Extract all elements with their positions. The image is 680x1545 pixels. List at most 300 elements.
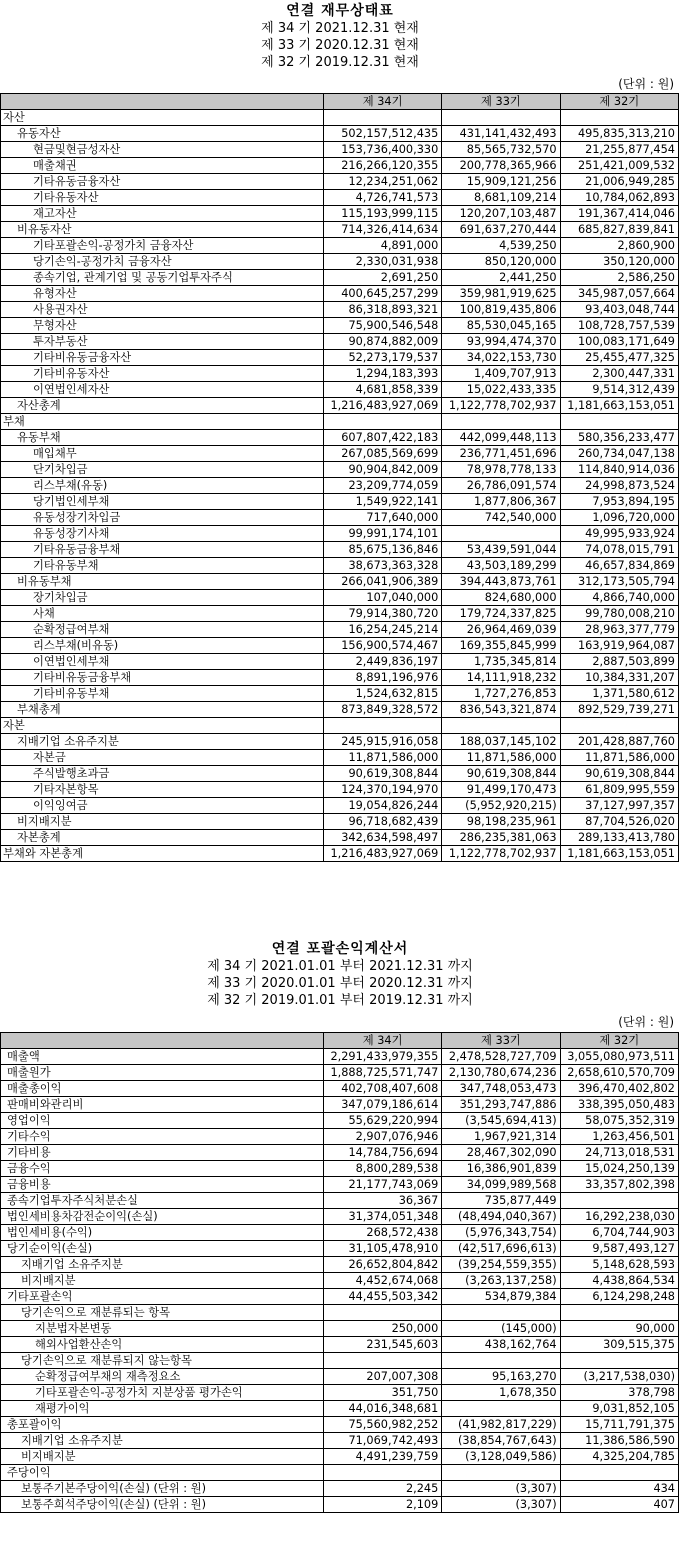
value-period-33: 188,037,145,102	[442, 734, 560, 750]
account-label: 금융비용	[1, 1177, 324, 1193]
value-period-32: 3,055,080,973,511	[560, 1049, 678, 1065]
income-header-row	[1, 1033, 679, 1049]
value-period-32: 93,403,048,744	[560, 302, 678, 318]
value-period-32: 1,263,456,501	[560, 1129, 678, 1145]
table-row	[1, 686, 679, 702]
value-period-34: 52,273,179,537	[323, 350, 441, 366]
value-period-33: (38,854,767,643)	[442, 1433, 560, 1449]
header-period-33: 제 33기	[442, 94, 560, 110]
table-row	[1, 734, 679, 750]
value-period-32: 378,798	[560, 1385, 678, 1401]
account-label: 기타비유동부채	[1, 686, 324, 702]
value-period-32: 434	[560, 1481, 678, 1497]
value-period-33: 742,540,000	[442, 510, 560, 526]
value-period-33	[442, 718, 560, 734]
value-period-32	[560, 1193, 678, 1209]
value-period-33: 1,122,778,702,937	[442, 846, 560, 862]
table-row	[1, 670, 679, 686]
income-period-34: 제 34 기 2021.01.01 부터 2021.12.31 까지	[207, 959, 473, 974]
table-row	[1, 1145, 679, 1161]
value-period-32: 33,357,802,398	[560, 1177, 678, 1193]
account-label: 기타포괄손익-공정가치 지분상품 평가손익	[1, 1385, 324, 1401]
value-period-33: 1,967,921,314	[442, 1129, 560, 1145]
table-row	[1, 318, 679, 334]
table-row	[1, 254, 679, 270]
value-period-34: 1,294,183,393	[323, 366, 441, 382]
account-label: 해외사업환산손익	[1, 1337, 324, 1353]
value-period-32: 37,127,997,357	[560, 798, 678, 814]
value-period-33: 1,122,778,702,937	[442, 398, 560, 414]
value-period-34: 14,784,756,694	[323, 1145, 441, 1161]
value-period-32: 61,809,995,559	[560, 782, 678, 798]
account-label: 지배기업 소유주지분	[1, 734, 324, 750]
value-period-32: 345,987,057,664	[560, 286, 678, 302]
account-label: 총포괄이익	[1, 1417, 324, 1433]
value-period-33: 534,879,384	[442, 1289, 560, 1305]
table-row	[1, 302, 679, 318]
value-period-32: 289,133,413,780	[560, 830, 678, 846]
value-period-33: 90,619,308,844	[442, 766, 560, 782]
value-period-34: 2,109	[323, 1497, 441, 1513]
value-period-34: 4,681,858,339	[323, 382, 441, 398]
balance-sheet-table	[0, 93, 679, 862]
table-row	[1, 638, 679, 654]
value-period-32: 25,455,477,325	[560, 350, 678, 366]
value-period-34: 1,524,632,815	[323, 686, 441, 702]
table-row	[1, 1225, 679, 1241]
value-period-34: 107,040,000	[323, 590, 441, 606]
account-label: 비유동자산	[1, 222, 324, 238]
account-label: 법인세비용(수익)	[1, 1225, 324, 1241]
value-period-34: 1,216,483,927,069	[323, 846, 441, 862]
table-row	[1, 1097, 679, 1113]
value-period-32: 685,827,839,841	[560, 222, 678, 238]
value-period-32: 90,619,308,844	[560, 766, 678, 782]
value-period-32: 90,000	[560, 1321, 678, 1337]
header-period-34: 제 34기	[323, 94, 441, 110]
value-period-33: (3,307)	[442, 1497, 560, 1513]
value-period-34: 216,266,120,355	[323, 158, 441, 174]
header-account	[1, 94, 324, 110]
account-label: 당기손익-공정가치 금융자산	[1, 254, 324, 270]
value-period-34: 4,891,000	[323, 238, 441, 254]
value-period-34: 347,079,186,614	[323, 1097, 441, 1113]
table-row	[1, 286, 679, 302]
table-row	[1, 830, 679, 846]
value-period-32: 6,124,298,248	[560, 1289, 678, 1305]
table-row	[1, 558, 679, 574]
value-period-32: 7,953,894,195	[560, 494, 678, 510]
value-period-32: 4,325,204,785	[560, 1449, 678, 1465]
balance-unit-label: (단위 : 원)	[618, 77, 674, 91]
value-period-32: 580,356,233,477	[560, 430, 678, 446]
value-period-34: 1,216,483,927,069	[323, 398, 441, 414]
value-period-32: 2,860,900	[560, 238, 678, 254]
table-row	[1, 1321, 679, 1337]
income-period-32: 제 32 기 2019.01.01 부터 2019.12.31 까지	[207, 993, 473, 1008]
value-period-34: 86,318,893,321	[323, 302, 441, 318]
account-label: 재고자산	[1, 206, 324, 222]
value-period-32	[560, 1305, 678, 1321]
value-period-34	[323, 1305, 441, 1321]
value-period-34: 268,572,438	[323, 1225, 441, 1241]
account-label: 당기순이익(손실)	[1, 1241, 324, 1257]
table-row	[1, 798, 679, 814]
value-period-33: 26,786,091,574	[442, 478, 560, 494]
header-period-32: 제 32기	[560, 1033, 678, 1049]
account-label: 금융수익	[1, 1161, 324, 1177]
value-period-33: 2,478,528,727,709	[442, 1049, 560, 1065]
value-period-33: (41,982,817,229)	[442, 1417, 560, 1433]
table-row	[1, 1369, 679, 1385]
table-row	[1, 1049, 679, 1065]
value-period-34: 26,652,804,842	[323, 1257, 441, 1273]
value-period-34: 2,691,250	[323, 270, 441, 286]
table-row	[1, 510, 679, 526]
value-period-34	[323, 110, 441, 126]
header-period-32: 제 32기	[560, 94, 678, 110]
table-row	[1, 494, 679, 510]
value-period-34: 12,234,251,062	[323, 174, 441, 190]
value-period-33: (39,254,559,355)	[442, 1257, 560, 1273]
table-row	[1, 1305, 679, 1321]
value-period-34: 75,560,982,252	[323, 1417, 441, 1433]
value-period-33: 691,637,270,444	[442, 222, 560, 238]
value-period-34: 2,291,433,979,355	[323, 1049, 441, 1065]
value-period-34: 2,330,031,938	[323, 254, 441, 270]
value-period-34: 1,888,725,571,747	[323, 1065, 441, 1081]
value-period-34: 231,545,603	[323, 1337, 441, 1353]
table-row	[1, 1081, 679, 1097]
value-period-33: 1,877,806,367	[442, 494, 560, 510]
account-label: 비유동부채	[1, 574, 324, 590]
table-row	[1, 1257, 679, 1273]
table-row	[1, 1177, 679, 1193]
account-label: 투자부동산	[1, 334, 324, 350]
value-period-32: 6,704,744,903	[560, 1225, 678, 1241]
value-period-34: 90,904,842,009	[323, 462, 441, 478]
value-period-32: 5,148,628,593	[560, 1257, 678, 1273]
account-label: 이연법인세부채	[1, 654, 324, 670]
value-period-33: 93,994,474,370	[442, 334, 560, 350]
table-row	[1, 1465, 679, 1481]
table-row	[1, 1401, 679, 1417]
value-period-32: 407	[560, 1497, 678, 1513]
value-period-32: 350,120,000	[560, 254, 678, 270]
table-row	[1, 1385, 679, 1401]
account-label: 부채와 자본총계	[1, 846, 324, 862]
value-period-32: 201,428,887,760	[560, 734, 678, 750]
account-label: 지분법자본변동	[1, 1321, 324, 1337]
value-period-33	[442, 1465, 560, 1481]
account-label: 단기차입금	[1, 462, 324, 478]
account-label: 순확정급여부채의 재측정요소	[1, 1369, 324, 1385]
account-label: 사채	[1, 606, 324, 622]
value-period-33: 53,439,591,044	[442, 542, 560, 558]
value-period-32: 49,995,933,924	[560, 526, 678, 542]
value-period-33: 78,978,778,133	[442, 462, 560, 478]
account-label: 종속기업투자주식처분손실	[1, 1193, 324, 1209]
table-row	[1, 1161, 679, 1177]
account-label: 부채총계	[1, 702, 324, 718]
account-label: 기타비유동금융부채	[1, 670, 324, 686]
value-period-33	[442, 526, 560, 542]
value-period-34: 4,726,741,573	[323, 190, 441, 206]
income-period-33: 제 33 기 2020.01.01 부터 2020.12.31 까지	[207, 976, 473, 991]
value-period-32: 28,963,377,779	[560, 622, 678, 638]
value-period-32: 15,711,791,375	[560, 1417, 678, 1433]
value-period-34: 400,645,257,299	[323, 286, 441, 302]
account-label: 무형자산	[1, 318, 324, 334]
value-period-34: 36,367	[323, 1193, 441, 1209]
table-row	[1, 542, 679, 558]
table-row	[1, 158, 679, 174]
value-period-32: 74,078,015,791	[560, 542, 678, 558]
value-period-33: 95,163,270	[442, 1369, 560, 1385]
value-period-32: 338,395,050,483	[560, 1097, 678, 1113]
table-row	[1, 814, 679, 830]
table-row	[1, 1065, 679, 1081]
value-period-34: 245,915,916,058	[323, 734, 441, 750]
header-account	[1, 1033, 324, 1049]
value-period-33: 1,727,276,853	[442, 686, 560, 702]
table-row	[1, 222, 679, 238]
value-period-34: 156,900,574,467	[323, 638, 441, 654]
value-period-32: 15,024,250,139	[560, 1161, 678, 1177]
table-row	[1, 1497, 679, 1513]
value-period-33	[442, 1401, 560, 1417]
value-period-33: 1,678,350	[442, 1385, 560, 1401]
value-period-32: 396,470,402,802	[560, 1081, 678, 1097]
value-period-32: 163,919,964,087	[560, 638, 678, 654]
value-period-32: 87,704,526,020	[560, 814, 678, 830]
account-label: 리스부채(유동)	[1, 478, 324, 494]
value-period-32: 114,840,914,036	[560, 462, 678, 478]
value-period-33: (48,494,040,367)	[442, 1209, 560, 1225]
table-row	[1, 766, 679, 782]
value-period-33: (145,000)	[442, 1321, 560, 1337]
account-label: 매출총이익	[1, 1081, 324, 1097]
account-label: 유동성장기사채	[1, 526, 324, 542]
value-period-34: 23,209,774,059	[323, 478, 441, 494]
value-period-33: 836,543,321,874	[442, 702, 560, 718]
table-row	[1, 1193, 679, 1209]
account-label: 기타포괄손익	[1, 1289, 324, 1305]
account-label: 매출액	[1, 1049, 324, 1065]
value-period-34: 85,675,136,846	[323, 542, 441, 558]
account-label: 기타유동자산	[1, 190, 324, 206]
value-period-32: 312,173,505,794	[560, 574, 678, 590]
balance-header-row	[1, 94, 679, 110]
value-period-33: 8,681,109,214	[442, 190, 560, 206]
value-period-33: 431,141,432,493	[442, 126, 560, 142]
account-label: 자본	[1, 718, 324, 734]
table-row	[1, 702, 679, 718]
value-period-34: 31,374,051,348	[323, 1209, 441, 1225]
income-unit-label: (단위 : 원)	[618, 1015, 674, 1029]
value-period-32: 2,887,503,899	[560, 654, 678, 670]
value-period-33: 169,355,845,999	[442, 638, 560, 654]
account-label: 당기손익으로 재분류되는 항목	[1, 1305, 324, 1321]
balance-period-32: 제 32 기 2019.12.31 현재	[261, 55, 419, 70]
value-period-34: 124,370,194,970	[323, 782, 441, 798]
value-period-33: 286,235,381,063	[442, 830, 560, 846]
value-period-32: 892,529,739,271	[560, 702, 678, 718]
value-period-33: 179,724,337,825	[442, 606, 560, 622]
account-label: 주식발행초과금	[1, 766, 324, 782]
value-period-34: 4,491,239,759	[323, 1449, 441, 1465]
value-period-34: 8,800,289,538	[323, 1161, 441, 1177]
table-row	[1, 1273, 679, 1289]
account-label: 종속기업, 관계기업 및 공동기업투자주식	[1, 270, 324, 286]
account-label: 기타자본항목	[1, 782, 324, 798]
account-label: 비지배지분	[1, 1449, 324, 1465]
value-period-32: 21,255,877,454	[560, 142, 678, 158]
value-period-33: 85,530,045,165	[442, 318, 560, 334]
account-label: 현금및현금성자산	[1, 142, 324, 158]
value-period-34: 2,907,076,946	[323, 1129, 441, 1145]
table-row	[1, 1241, 679, 1257]
value-period-32: 24,713,018,531	[560, 1145, 678, 1161]
table-row	[1, 622, 679, 638]
value-period-32: 309,515,375	[560, 1337, 678, 1353]
income-statement-title-block	[0, 940, 680, 1009]
account-label: 장기차입금	[1, 590, 324, 606]
value-period-33: (3,128,049,586)	[442, 1449, 560, 1465]
table-row	[1, 1417, 679, 1433]
account-label: 보통주기본주당이익(손실) (단위 : 원)	[1, 1481, 324, 1497]
value-period-34: 96,718,682,439	[323, 814, 441, 830]
table-row	[1, 414, 679, 430]
value-period-33: (3,307)	[442, 1481, 560, 1497]
account-label: 매출원가	[1, 1065, 324, 1081]
value-period-33: 200,778,365,966	[442, 158, 560, 174]
value-period-33	[442, 110, 560, 126]
value-period-32: (3,217,538,030)	[560, 1369, 678, 1385]
table-row	[1, 334, 679, 350]
value-period-33: 359,981,919,625	[442, 286, 560, 302]
value-period-32	[560, 718, 678, 734]
value-period-34	[323, 718, 441, 734]
table-row	[1, 126, 679, 142]
value-period-33: 735,877,449	[442, 1193, 560, 1209]
account-label: 유동성장기차입금	[1, 510, 324, 526]
value-period-34: 250,000	[323, 1321, 441, 1337]
table-row	[1, 718, 679, 734]
value-period-34: 19,054,826,244	[323, 798, 441, 814]
table-row	[1, 350, 679, 366]
value-period-34: 90,619,308,844	[323, 766, 441, 782]
account-label: 유동자산	[1, 126, 324, 142]
value-period-34: 44,455,503,342	[323, 1289, 441, 1305]
value-period-34: 1,549,922,141	[323, 494, 441, 510]
table-row	[1, 750, 679, 766]
account-label: 매입채무	[1, 446, 324, 462]
value-period-33: 15,022,433,335	[442, 382, 560, 398]
account-label: 자본금	[1, 750, 324, 766]
value-period-32: 9,514,312,439	[560, 382, 678, 398]
value-period-34: 21,177,743,069	[323, 1177, 441, 1193]
value-period-33: (3,545,694,413)	[442, 1113, 560, 1129]
account-label: 부채	[1, 414, 324, 430]
account-label: 유동부채	[1, 430, 324, 446]
value-period-32	[560, 414, 678, 430]
balance-sheet-title: 연결 재무상태표	[286, 3, 394, 19]
value-period-32: 251,421,009,532	[560, 158, 678, 174]
value-period-34: 717,640,000	[323, 510, 441, 526]
value-period-33: 1,735,345,814	[442, 654, 560, 670]
account-label: 재평가이익	[1, 1401, 324, 1417]
table-row	[1, 382, 679, 398]
table-row	[1, 1209, 679, 1225]
table-row	[1, 142, 679, 158]
value-period-32: 1,181,663,153,051	[560, 846, 678, 862]
account-label: 기타포괄손익-공정가치 금융자산	[1, 238, 324, 254]
table-row	[1, 446, 679, 462]
value-period-33: 98,198,235,961	[442, 814, 560, 830]
value-period-33: (42,517,696,613)	[442, 1241, 560, 1257]
value-period-33: 91,499,170,473	[442, 782, 560, 798]
value-period-32: 1,096,720,000	[560, 510, 678, 526]
account-label: 지배기업 소유주지분	[1, 1433, 324, 1449]
value-period-34: 44,016,348,681	[323, 1401, 441, 1417]
value-period-32	[560, 110, 678, 126]
account-label: 유형자산	[1, 286, 324, 302]
balance-period-33: 제 33 기 2020.12.31 현재	[261, 38, 419, 53]
account-label: 영업이익	[1, 1113, 324, 1129]
value-period-34: 38,673,363,328	[323, 558, 441, 574]
account-label: 기타비유동자산	[1, 366, 324, 382]
value-period-33: 14,111,918,232	[442, 670, 560, 686]
value-period-32: 4,866,740,000	[560, 590, 678, 606]
table-row	[1, 478, 679, 494]
value-period-33: 43,503,189,299	[442, 558, 560, 574]
balance-period-34: 제 34 기 2021.12.31 현재	[261, 21, 419, 36]
value-period-34: 351,750	[323, 1385, 441, 1401]
value-period-32: 108,728,757,539	[560, 318, 678, 334]
value-period-34: 75,900,546,548	[323, 318, 441, 334]
account-label: 이익잉여금	[1, 798, 324, 814]
value-period-33: 347,748,053,473	[442, 1081, 560, 1097]
account-label: 당기법인세부채	[1, 494, 324, 510]
value-period-34: 16,254,245,214	[323, 622, 441, 638]
value-period-34: 8,891,196,976	[323, 670, 441, 686]
value-period-33: 26,964,469,039	[442, 622, 560, 638]
value-period-34: 873,849,328,572	[323, 702, 441, 718]
value-period-34: 4,452,674,068	[323, 1273, 441, 1289]
account-label: 비지배지분	[1, 1273, 324, 1289]
value-period-33: (3,263,137,258)	[442, 1273, 560, 1289]
value-period-32: 260,734,047,138	[560, 446, 678, 462]
value-period-32: 9,587,493,127	[560, 1241, 678, 1257]
value-period-32: 495,835,313,210	[560, 126, 678, 142]
value-period-32	[560, 1465, 678, 1481]
table-row	[1, 782, 679, 798]
value-period-32: 10,384,331,207	[560, 670, 678, 686]
value-period-33: 394,443,873,761	[442, 574, 560, 590]
account-label: 기타유동금융자산	[1, 174, 324, 190]
value-period-33: 28,467,302,090	[442, 1145, 560, 1161]
account-label: 법인세비용차감전순이익(손실)	[1, 1209, 324, 1225]
table-row	[1, 462, 679, 478]
table-row	[1, 1449, 679, 1465]
value-period-33: 1,409,707,913	[442, 366, 560, 382]
value-period-34: 11,871,586,000	[323, 750, 441, 766]
value-period-34: 207,007,308	[323, 1369, 441, 1385]
value-period-32: 1,371,580,612	[560, 686, 678, 702]
value-period-32: 24,998,873,524	[560, 478, 678, 494]
value-period-33: 34,099,989,568	[442, 1177, 560, 1193]
